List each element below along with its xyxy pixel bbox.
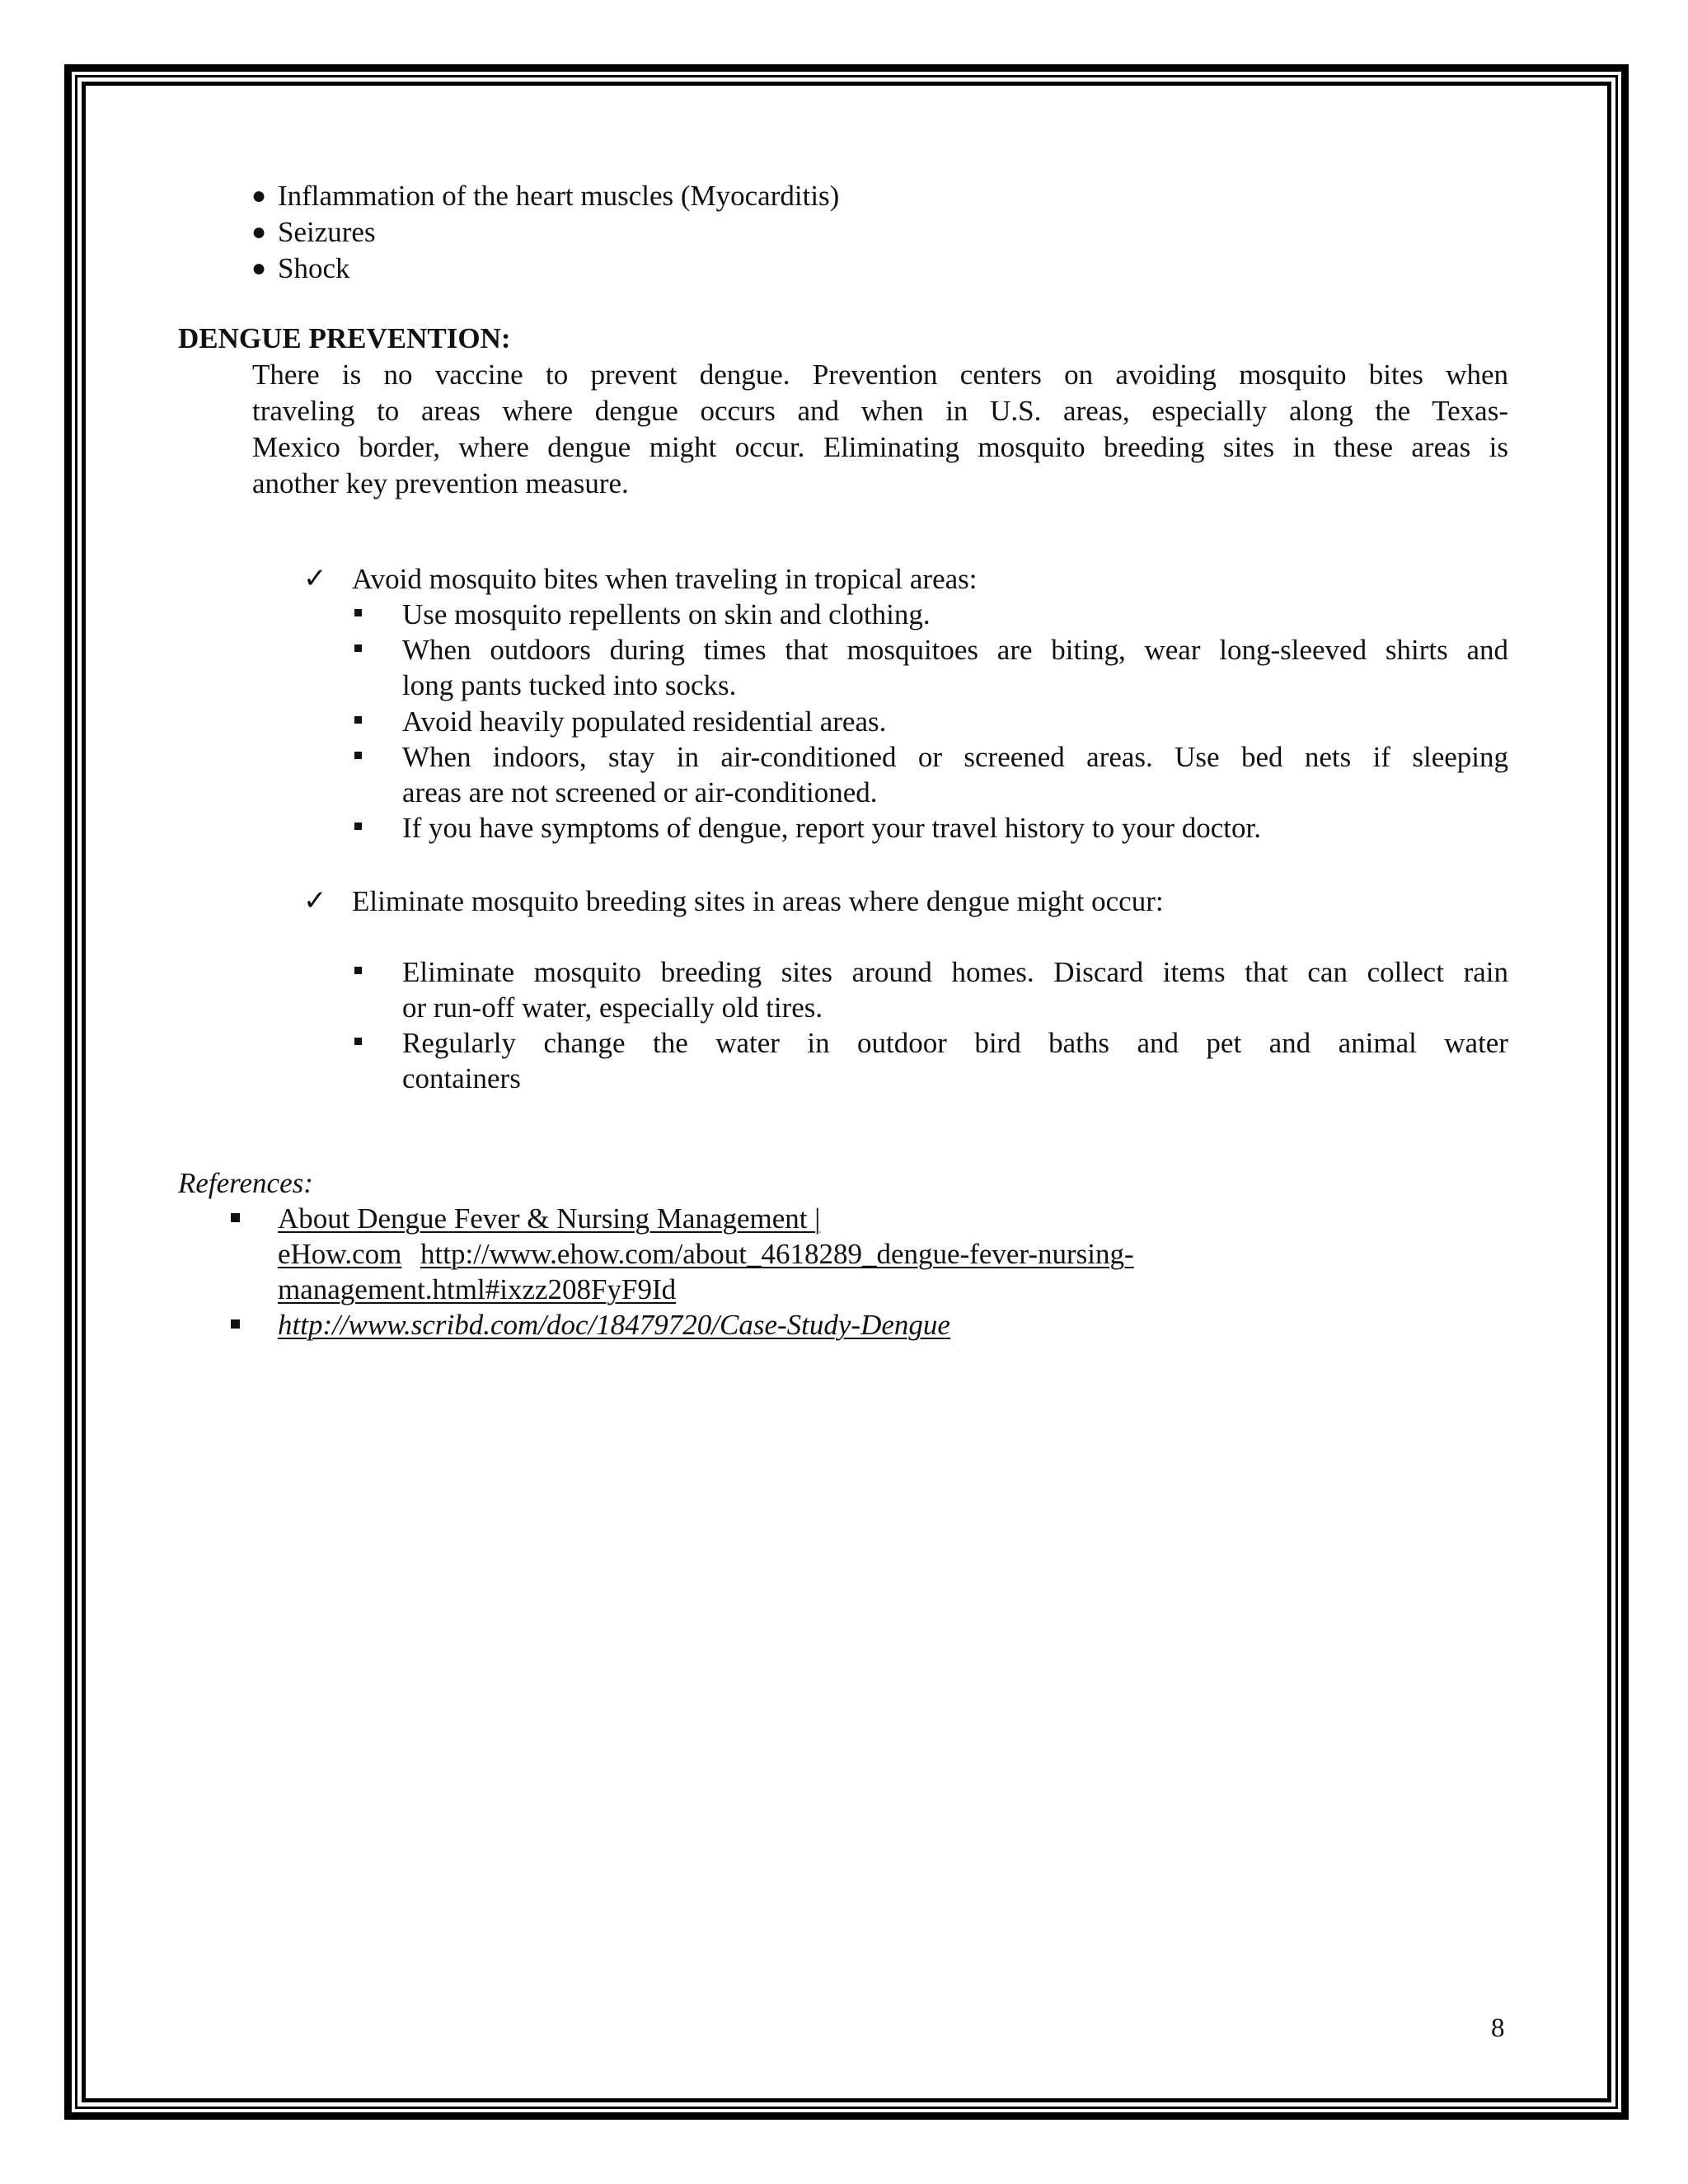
square-bullet-icon	[354, 752, 362, 759]
reference-link-url-cont[interactable]: management.html#ixzz208FyF9Id	[278, 1273, 677, 1305]
reference-link-site[interactable]: eHow.com	[278, 1238, 402, 1270]
square-bullet-icon	[354, 644, 362, 652]
square-bullet-icon	[354, 609, 362, 616]
complication-item: Seizures	[278, 216, 376, 248]
bullet-icon: ●	[251, 182, 267, 209]
paragraph-line: Mexico border, where dengue might occur. Eliminating mosquito breeding sites in these areas is	[252, 431, 1508, 463]
paragraph-line: traveling to areas where dengue occurs and when in U.S. areas, especially along the Texas-	[252, 395, 1508, 427]
reference-link-scribd[interactable]: http://www.scribd.com/doc/18479720/Case-Study-Dengue	[278, 1309, 950, 1341]
square-bullet-icon	[231, 1213, 240, 1222]
square-bullet-icon	[354, 967, 362, 974]
checklist-subitem: If you have symptoms of dengue, report your travel history to your doctor.	[402, 812, 1262, 844]
complication-item: Inflammation of the heart muscles (Myocarditis)	[278, 180, 840, 212]
checklist-subitem-cont: containers	[402, 1062, 521, 1094]
checkmark-icon: ✓	[303, 562, 327, 595]
checklist-subitem: Regularly change the water in outdoor bird baths and pet and animal water	[402, 1027, 1508, 1059]
square-bullet-icon	[354, 1038, 362, 1045]
checklist-subitem: When outdoors during times that mosquitoes are biting, wear long-sleeved shirts and	[402, 634, 1508, 666]
bullet-icon: ●	[251, 255, 267, 282]
square-bullet-icon	[354, 716, 362, 724]
reference-link-title[interactable]: About Dengue Fever & Nursing Management |	[278, 1202, 821, 1235]
checklist-title: Eliminate mosquito breeding sites in areas where dengue might occur:	[352, 885, 1164, 917]
page-number: 8	[1491, 2013, 1505, 2043]
references-label: References:	[178, 1167, 313, 1199]
checklist-subitem: Eliminate mosquito breeding sites around homes. Discard items that can collect rain	[402, 956, 1508, 988]
checklist-title: Avoid mosquito bites when traveling in tropical areas:	[352, 563, 978, 595]
checklist-subitem-cont: or run-off water, especially old tires.	[402, 991, 823, 1024]
paragraph-line: There is no vaccine to prevent dengue. Prevention centers on avoiding mosquito bites when	[252, 359, 1508, 391]
checklist-subitem: When indoors, stay in air-conditioned or screened areas. Use bed nets if sleeping	[402, 741, 1508, 773]
paragraph-line: another key prevention measure.	[252, 467, 629, 499]
checklist-subitem: Avoid heavily populated residential areas.	[402, 705, 887, 738]
complication-item: Shock	[278, 252, 350, 284]
checklist-subitem-cont: areas are not screened or air-conditioned.	[402, 776, 878, 808]
checklist-subitem-cont: long pants tucked into socks.	[402, 669, 737, 701]
square-bullet-icon	[231, 1319, 240, 1329]
bullet-icon: ●	[251, 218, 267, 246]
checkmark-icon: ✓	[303, 884, 327, 917]
checklist-subitem: Use mosquito repellents on skin and clothing.	[402, 598, 931, 630]
square-bullet-icon	[354, 823, 362, 830]
section-heading: DENGUE PREVENTION:	[178, 322, 511, 354]
reference-link-url[interactable]: http://www.ehow.com/about_4618289_dengue-fever-nursing-	[420, 1238, 1134, 1270]
